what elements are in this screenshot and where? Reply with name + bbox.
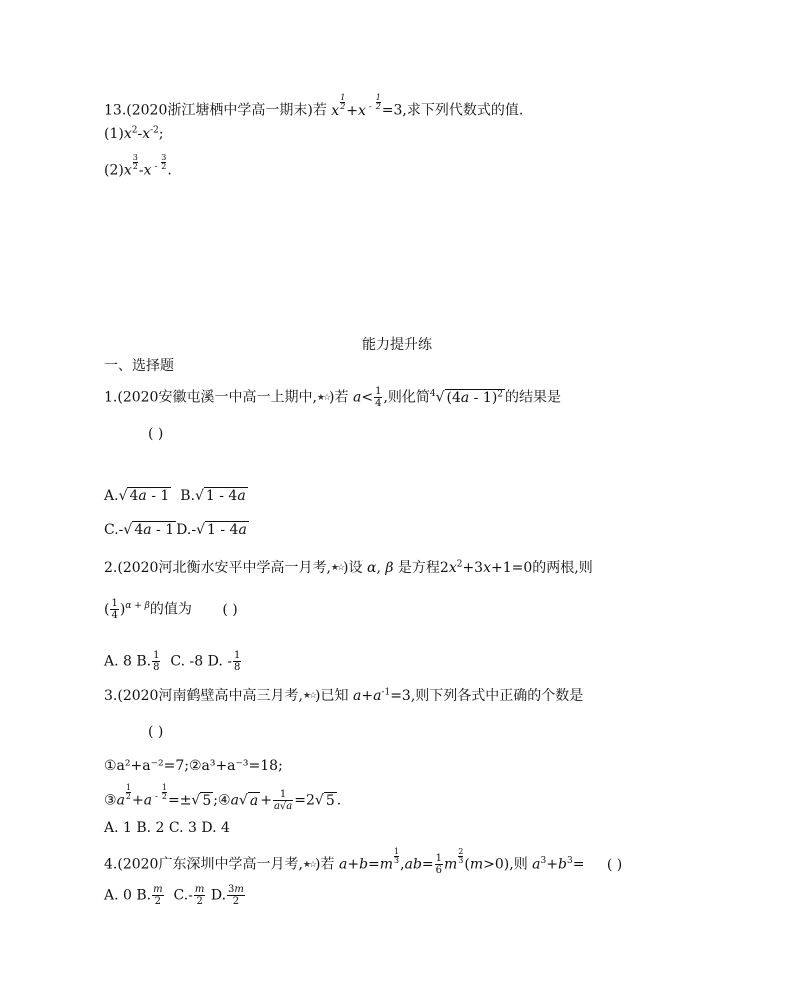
q1-stem: 1.(2020安徽屯溪一中高一上期中,★☆)若 a< $\frac{1}{4}$ ,则化简$^4$√ (4a - 1)$^2$ 的结果是 — [104, 386, 562, 409]
q13-number: 13. — [104, 102, 127, 119]
q1-options-cd: C.-√ 4a - 1 D.-√ 1 - 4a — [104, 522, 247, 538]
section-subtitle: 一、选择题 — [104, 358, 174, 374]
star-icon: ★☆ — [316, 392, 330, 403]
q13-formula: x $\frac{1}{2}$ +x - $\frac{1}{2}$ — [331, 93, 381, 119]
q2-options: A. 8 B. $\frac{1}{8}$ C. -8 D. - $\frac{1}{8}$ — [104, 650, 241, 673]
q2-answer-blank[interactable]: ( ) — [222, 601, 238, 618]
section-title: 能力提升练 — [362, 337, 432, 353]
star-icon: ★☆ — [302, 691, 316, 701]
q3-items-1: ①a²+a⁻²=7;②a³+a⁻³=18; — [104, 758, 283, 774]
q13-condition-tail: =3,求下列代数式的值. — [381, 102, 524, 119]
q1-options-ab: A.√ 4a - 1 B.√ 1 - 4a — [104, 488, 246, 504]
q13-part2: (2)x $\frac{3}{2}$ -x - $\frac{3}{2}$ . — [104, 153, 172, 179]
q3-options: A. 1 B. 2 C. 3 D. 4 — [104, 820, 230, 836]
q3-answer-blank[interactable]: ( ) — [148, 724, 164, 740]
q3-items-2: ③a $\frac{1}{2}$ +a - $\frac{1}{2}$ =±√ 5 ;④a√ a + $\frac{1}{a√a}$ =2√ 5 . — [104, 783, 342, 813]
q13-part1: $(1)x^2-x^{-2}$; — [104, 125, 164, 142]
q4-stem: 4.(2020广东深圳中学高一月考,★☆)若 a+b=m $\frac{1}{3}$ ,ab= $\frac{1}{6}$ m $\frac{2}{3}$ (m>0),则 $a^3+b^3=$ ( ) — [104, 847, 623, 877]
q4-options: A. 0 B. $\frac{m}{2}$ C.- $\frac{m}{2}$ D. $\frac{3m}{2}$ — [104, 884, 244, 907]
q1-answer-blank[interactable]: ( ) — [148, 426, 164, 442]
q2-expression: ( $\frac{1}{4}$ )$^{\alpha + \beta}$的值为 ( ) — [104, 598, 238, 621]
q2-stem: 2.(2020河北衡水安平中学高一月考,★☆)设 α, β 是方程$2x^2+3x+1=0$的两根,则 — [104, 559, 593, 576]
q13-source: (2020浙江塘栖中学高一期末)若 — [126, 102, 327, 119]
q4-answer-blank[interactable]: ( ) — [606, 856, 623, 873]
q13-stem — [104, 94, 523, 121]
q3-stem: 3.(2020河南鹤壁高中高三月考,★☆)已知 $a+a^{-1}=3$,则下列各式中正确的个数是 — [104, 687, 584, 704]
star-icon: ★☆ — [330, 563, 344, 573]
star-icon: ★☆ — [302, 859, 316, 870]
